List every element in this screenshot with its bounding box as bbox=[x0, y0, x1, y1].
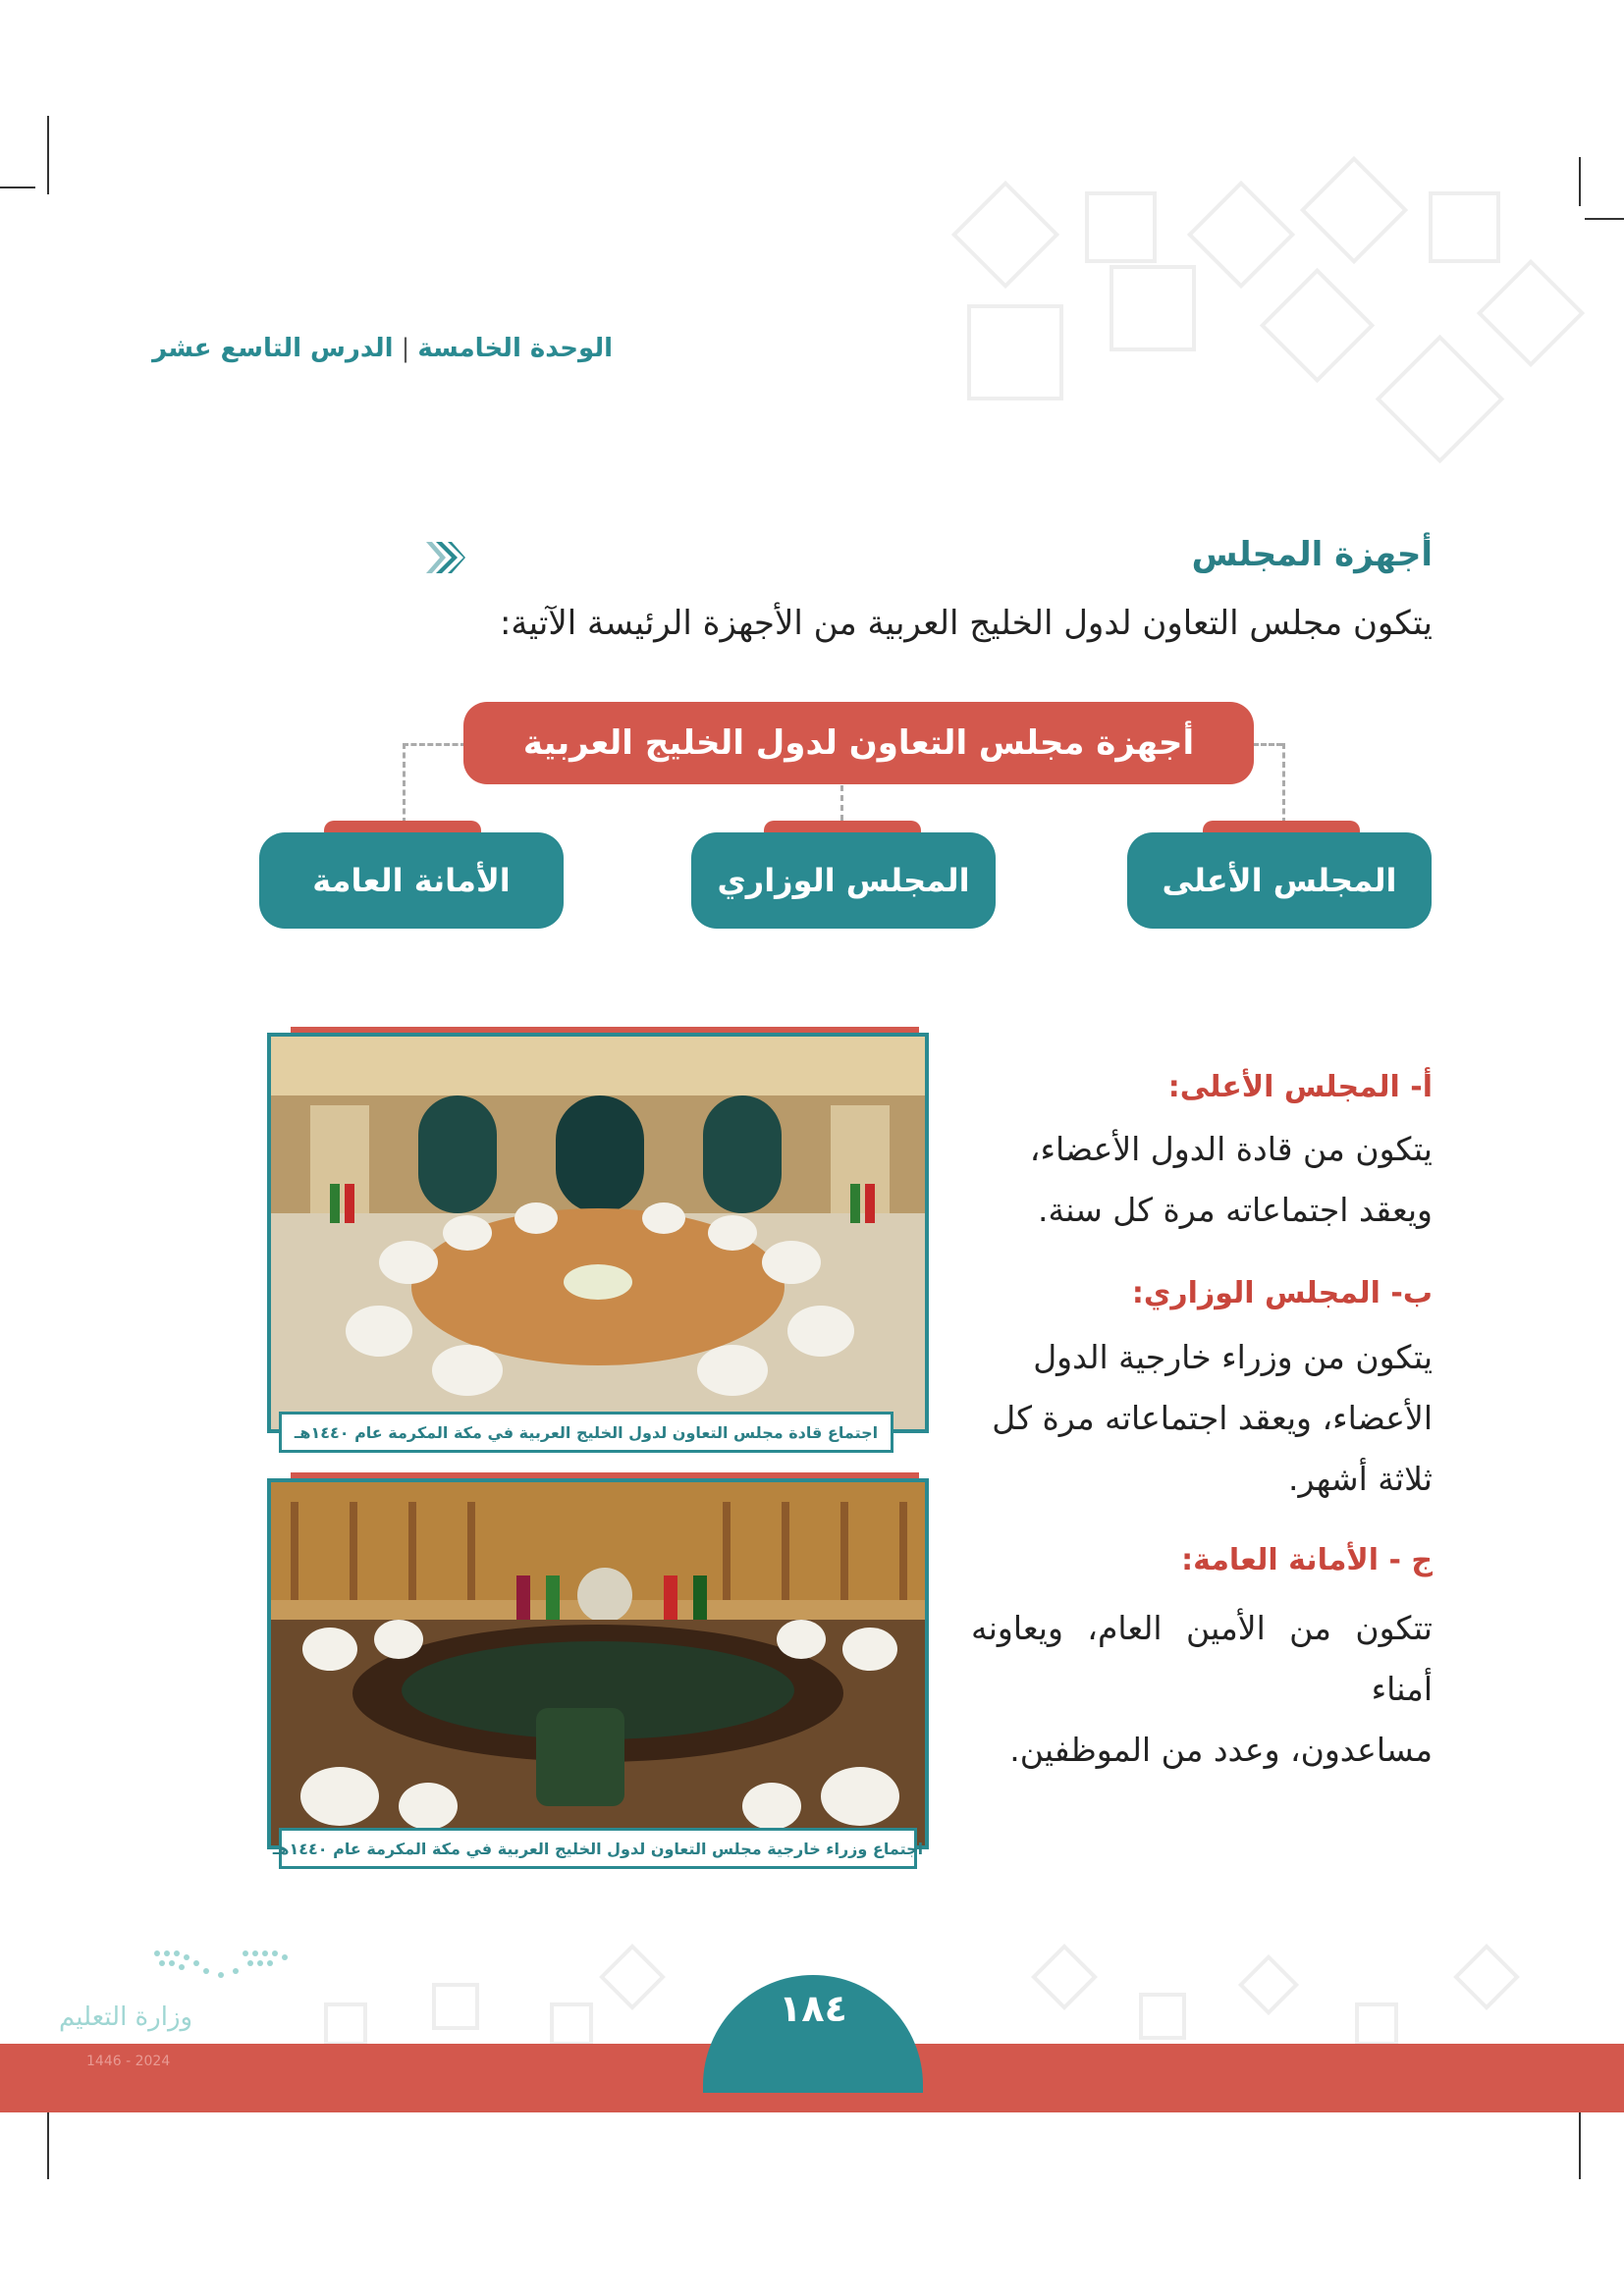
ministry-year: 2024 - 1446 bbox=[86, 2054, 171, 2069]
node-ministerial-council: المجلس الوزاري bbox=[691, 832, 996, 929]
unit-label: الوحدة الخامسة bbox=[417, 334, 613, 363]
text-line: يتكون من وزراء خارجية الدول bbox=[1033, 1338, 1433, 1376]
text-line: ثلاثة أشهر. bbox=[1288, 1460, 1433, 1498]
connector bbox=[1282, 743, 1285, 824]
crop-mark bbox=[1585, 218, 1624, 220]
connector bbox=[840, 785, 843, 821]
crop-mark bbox=[1579, 157, 1581, 206]
heading-general-secretariat: ج - الأمانة العامة: bbox=[1181, 1543, 1433, 1577]
photo-ministers-meeting bbox=[267, 1478, 929, 1849]
text-line: ويعقد اجتماعاته مرة كل سنة. bbox=[1038, 1191, 1433, 1229]
text-line: يتكون من قادة الدول الأعضاء، bbox=[1029, 1130, 1433, 1168]
paragraph-supreme-council bbox=[971, 1119, 1433, 1241]
section-title: أجهزة المجلس bbox=[1191, 535, 1433, 574]
connector bbox=[403, 743, 466, 746]
connector bbox=[1253, 743, 1282, 746]
ministry-logo-icon bbox=[147, 1944, 295, 1983]
page-number: ١٨٤ bbox=[779, 1987, 847, 2030]
text-line: الأعضاء، ويعقد اجتماعاته مرة كل bbox=[992, 1399, 1433, 1437]
paragraph-ministerial-council bbox=[971, 1327, 1433, 1510]
paragraph-general-secretariat bbox=[971, 1598, 1433, 1781]
node-general-secretariat: الأمانة العامة bbox=[259, 832, 564, 929]
heading-ministerial-council: ب- المجلس الوزاري: bbox=[1131, 1276, 1433, 1310]
node-supreme-council: المجلس الأعلى bbox=[1127, 832, 1432, 929]
intro-text: يتكون مجلس التعاون لدول الخليج العربية من الأجهزة الرئيسة الآتية: bbox=[499, 604, 1433, 643]
heading-supreme-council: أ- المجلس الأعلى: bbox=[1167, 1070, 1433, 1104]
connector bbox=[403, 743, 406, 824]
lesson-label: الدرس التاسع عشر bbox=[152, 334, 394, 363]
ministers-meeting-image bbox=[271, 1482, 925, 1845]
photo-caption: اجتماع قادة مجلس التعاون لدول الخليج العربية في مكة المكرمة عام ١٤٤٠هـ bbox=[279, 1412, 893, 1453]
crop-mark bbox=[47, 116, 49, 194]
photo-caption: اجتماع وزراء خارجية مجلس التعاون لدول الخليج العربية في مكة المكرمة عام ١٤٤٠هـ bbox=[279, 1828, 917, 1869]
chevron-double-icon bbox=[426, 538, 465, 577]
ministry-name: وزارة التعليم bbox=[59, 2002, 193, 2032]
text-line: مساعدون، وعدد من الموظفين. bbox=[1009, 1731, 1433, 1769]
crop-mark bbox=[0, 187, 35, 188]
leaders-meeting-image bbox=[271, 1037, 925, 1429]
photo-leaders-meeting bbox=[267, 1033, 929, 1433]
diagram-root: أجهزة مجلس التعاون لدول الخليج العربية bbox=[463, 702, 1254, 784]
breadcrumb: الوحدة الخامسة|الدرس التاسع عشر bbox=[152, 334, 613, 363]
text-line: تتكون من الأمين العام، ويعاونه أمناء bbox=[971, 1609, 1433, 1708]
